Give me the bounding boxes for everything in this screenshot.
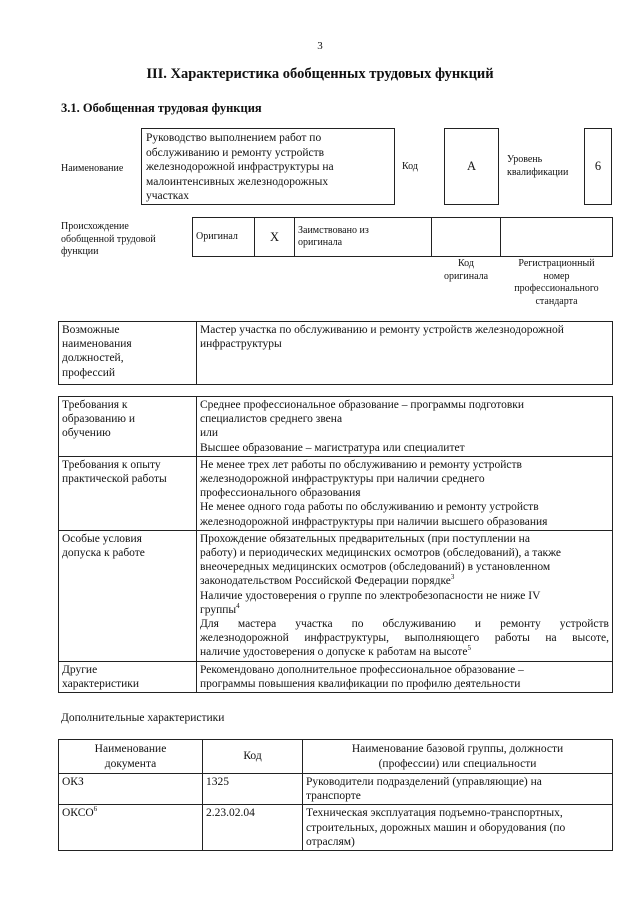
positions-label-line: должностей, xyxy=(62,352,124,365)
requirement-row-experience xyxy=(59,456,613,530)
requirement-value-line: законодательством Российской Федерации порядке$^3$ xyxy=(200,573,455,588)
row-name-line: строительных, дорожных машин и оборудования (по xyxy=(306,821,566,834)
reg-number-cell xyxy=(501,218,613,257)
positions-label-line: наименования xyxy=(62,338,132,351)
positions-value xyxy=(197,322,613,385)
origin-label xyxy=(61,221,156,259)
requirement-value-line: работу) и периодических медицинских осмотров (обследований), а также xyxy=(200,547,562,560)
borrowed-label xyxy=(295,218,432,257)
level-value: 6 xyxy=(594,159,602,173)
row-name-line: отраслям) xyxy=(306,835,355,848)
row-doc: ОКЗ xyxy=(59,774,203,805)
requirement-value-line: группы$^4$ xyxy=(200,602,240,616)
positions-label-line: профессий xyxy=(62,366,116,379)
origin-table xyxy=(192,217,613,257)
requirement-value-line: железнодорожной инфраструктуры, выполняющего работы на высоте, xyxy=(200,632,609,645)
positions-value-line: Мастер участка по обслуживанию и ремонту устройств железнодорожной xyxy=(200,324,564,336)
origin-label-line: обобщенной трудовой xyxy=(61,233,156,245)
positions-value-line: инфраструктуры xyxy=(200,338,282,351)
name-value-line: участках xyxy=(146,190,190,202)
positions-label xyxy=(59,322,197,385)
header-doc xyxy=(59,740,203,774)
code-label: Код xyxy=(402,161,418,172)
requirement-label-line: Требования к xyxy=(62,399,128,411)
requirement-label-line: практической работы xyxy=(62,473,167,486)
header-doc-line: документа xyxy=(104,757,157,770)
name-value-line: Руководство выполнением работ по xyxy=(146,132,322,144)
row-name xyxy=(303,805,613,851)
requirement-value xyxy=(197,397,613,457)
original-label: Оригинал xyxy=(193,218,255,257)
table-row xyxy=(59,774,613,805)
requirement-value-line: Высшее образование – магистратура или специалитет xyxy=(200,441,465,454)
requirement-value-line: внеочередных медицинских осмотров (обследований) в установленном xyxy=(200,561,551,574)
footnote-mark: 5 xyxy=(467,644,471,653)
origin-label-line: функции xyxy=(61,246,99,257)
additional-table xyxy=(58,739,613,851)
header-group-line: (профессии) или специальности xyxy=(378,757,537,770)
requirement-value-line: Прохождение обязательных предварительных (при поступлении на xyxy=(200,532,530,545)
borrowed-label-line: оригинала xyxy=(298,237,343,248)
name-value-line: обслуживанию и ремонту устройств xyxy=(146,146,325,159)
requirement-value-line: Наличие удостоверения о группе по электробезопасности не ниже IV xyxy=(200,589,541,602)
requirement-value-line: программы повышения квалификации по профилю деятельности xyxy=(200,677,521,690)
code-original-line: оригинала xyxy=(443,270,489,282)
requirements-table xyxy=(58,396,613,693)
requirement-label-line: образованию и xyxy=(62,413,135,426)
requirement-value xyxy=(197,661,613,692)
requirement-value-line: профессионального образования xyxy=(200,487,361,500)
additional-header-row xyxy=(59,740,613,774)
header-code: Код xyxy=(203,740,303,774)
header-group-line: Наименование базовой группы, должности xyxy=(351,743,564,756)
code-original-caption xyxy=(431,258,501,283)
requirement-row-other xyxy=(59,661,613,692)
requirement-value-line: Рекомендовано дополнительное профессиональное образование – xyxy=(200,663,524,676)
page-number: 3 xyxy=(317,40,323,52)
requirement-value-line: специалистов среднего звена xyxy=(200,413,343,426)
header-group xyxy=(303,740,613,774)
reg-number-caption xyxy=(501,258,612,308)
header-doc-line: Наименование xyxy=(94,743,167,756)
row-doc: ОКСО$^6$ xyxy=(59,805,203,851)
positions-table xyxy=(58,321,613,385)
requirement-label-line: характеристики xyxy=(62,677,140,690)
requirement-value-line: или xyxy=(200,427,219,440)
row-name-line: Руководители подразделений (управляющие) на xyxy=(306,776,542,788)
requirement-label xyxy=(59,661,197,692)
requirement-value xyxy=(197,530,613,661)
requirement-value xyxy=(197,456,613,530)
requirement-value-line: наличие удостоверения о допуске к работам на высоте$^5$ xyxy=(200,644,471,659)
requirement-value-line: Для мастера участка по обслуживанию и ремонту устройств xyxy=(200,618,609,631)
level-value-box xyxy=(584,128,612,205)
name-label: Наименование xyxy=(61,163,124,174)
name-value-line: железнодорожной инфраструктуры на xyxy=(146,161,334,173)
code-value: A xyxy=(466,159,477,173)
section-title: III. Характеристика обобщенных трудовых функций xyxy=(146,66,494,82)
level-label-line: квалификации xyxy=(507,167,569,178)
requirement-label xyxy=(59,397,197,457)
reg-number-line: стандарта xyxy=(535,295,578,307)
requirement-row-admission xyxy=(59,530,613,661)
requirement-row-education xyxy=(59,397,613,457)
reg-number-line: профессионального xyxy=(514,283,599,294)
table-row xyxy=(59,805,613,851)
requirement-label xyxy=(59,456,197,530)
footnote-mark: 4 xyxy=(236,602,240,611)
row-name xyxy=(303,774,613,805)
additional-title: Дополнительные характеристики xyxy=(61,712,225,724)
requirement-value-line: железнодорожной инфраструктуры при наличии высшего образования xyxy=(200,515,548,528)
requirement-label xyxy=(59,530,197,661)
level-label xyxy=(507,153,568,179)
requirement-label-line: Другие xyxy=(62,663,98,676)
level-label-line: Уровень xyxy=(507,154,543,165)
footnote-mark: 3 xyxy=(450,573,455,582)
original-mark: X xyxy=(255,218,295,257)
requirement-label-line: Особые условия xyxy=(62,532,142,545)
row-code: 2.23.02.04 xyxy=(203,805,303,851)
borrowed-label-line: Заимствовано из xyxy=(298,225,369,236)
requirement-label-line: Требования к опыту xyxy=(62,458,161,471)
requirement-label-line: допуска к работе xyxy=(62,547,145,560)
name-value-line: малоинтенсивных железнодорожных xyxy=(146,175,329,188)
origin-label-line: Происхождение xyxy=(61,221,129,232)
requirement-value-line: Не менее одного года работы по обслуживанию и ремонту устройств xyxy=(200,501,539,514)
positions-label-line: Возможные xyxy=(62,324,120,336)
code-value-box xyxy=(444,128,499,205)
subsection-title: 3.1. Обобщенная трудовая функция xyxy=(61,101,262,115)
row-name-line: Техническая эксплуатация подъемно-транспортных, xyxy=(306,807,563,820)
requirement-label-line: обучению xyxy=(62,427,111,440)
reg-number-line: номер xyxy=(543,270,570,282)
requirement-value-line: железнодорожной инфраструктуры при наличии среднего xyxy=(200,473,485,486)
code-original-cell xyxy=(432,218,501,257)
row-name-line: транспорте xyxy=(306,790,361,803)
requirement-value-line: Среднее профессиональное образование – программы подготовки xyxy=(200,399,525,411)
name-value-box xyxy=(141,128,395,205)
reg-number-line: Регистрационный xyxy=(518,258,595,269)
footnote-mark: 6 xyxy=(93,805,98,814)
code-original-line: Код xyxy=(458,258,474,269)
row-code: 1325 xyxy=(203,774,303,805)
requirement-value-line: Не менее трех лет работы по обслуживанию и ремонту устройств xyxy=(200,458,522,471)
